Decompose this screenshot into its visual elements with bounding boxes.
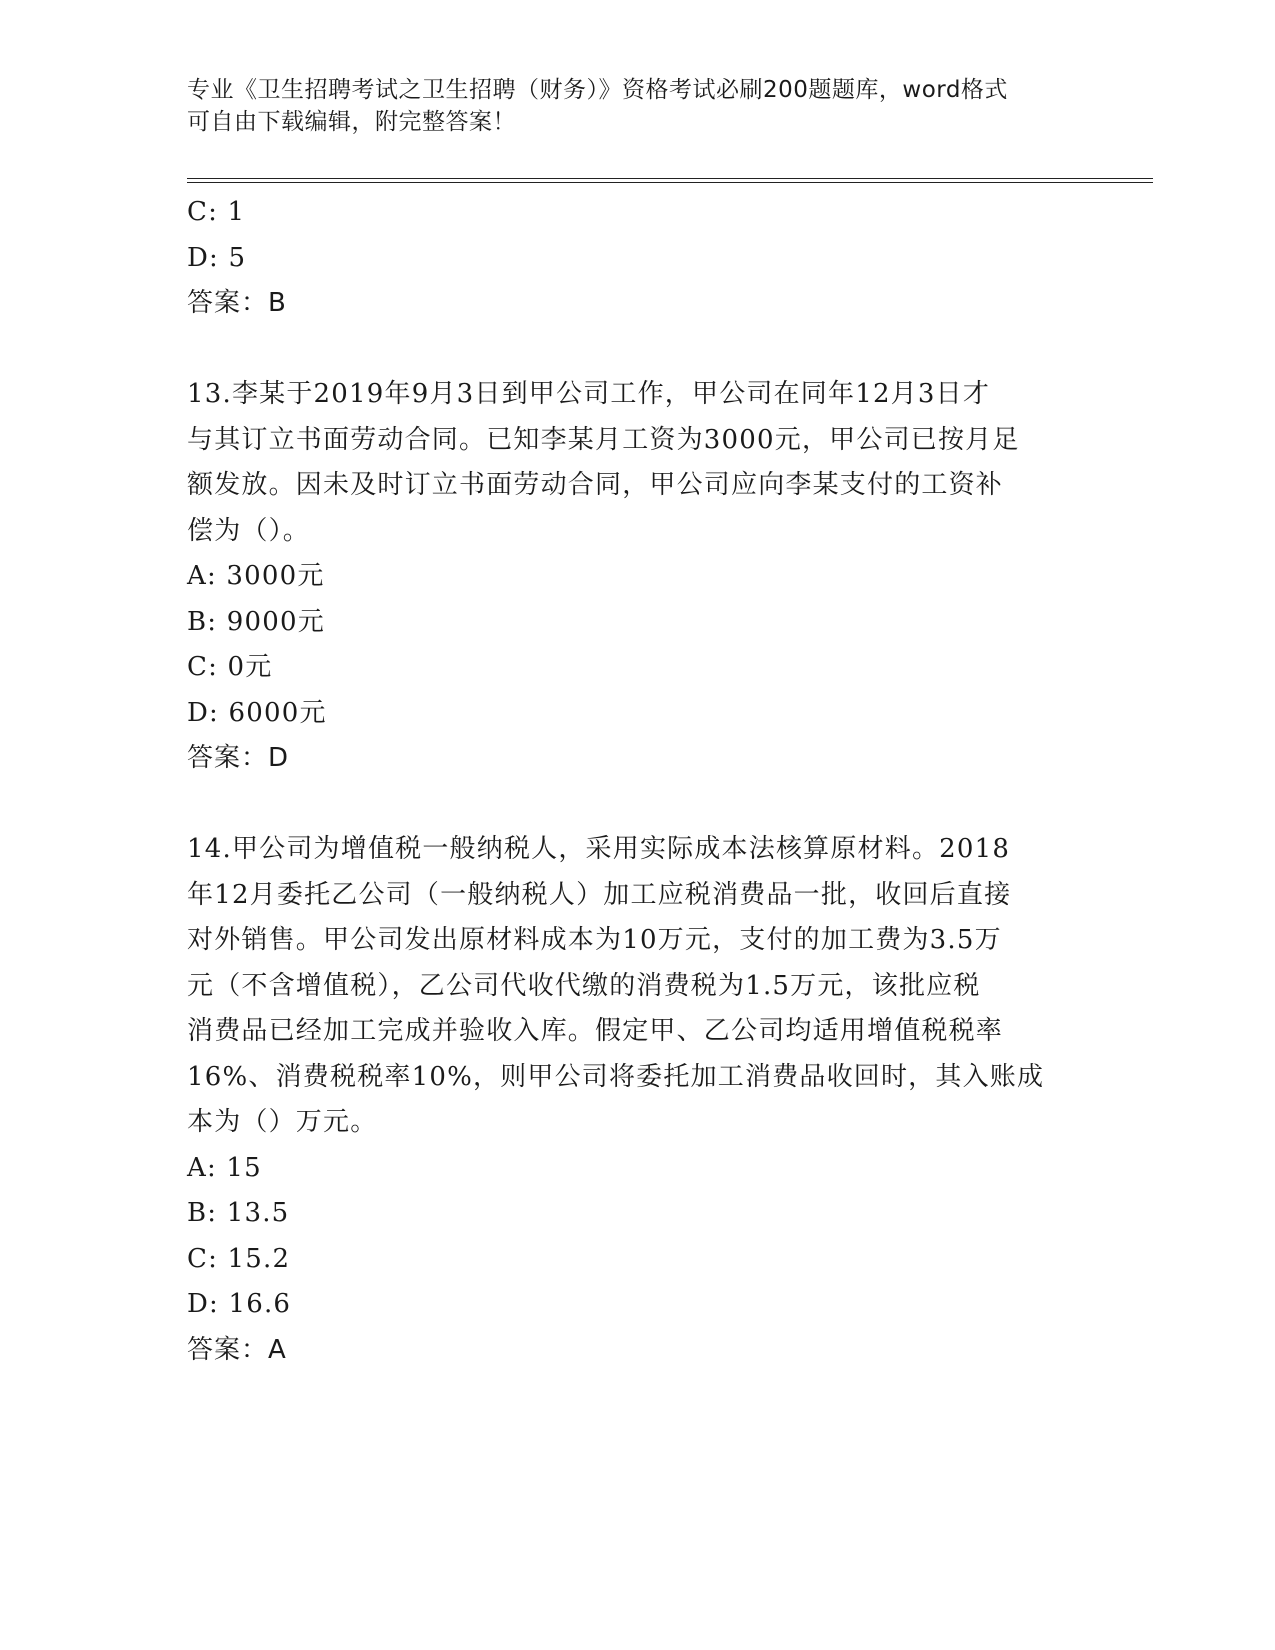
q14-stem-line-6: 16%、消费税税率10%，则甲公司将委托加工消费品收回时，其入账成 (187, 1061, 1045, 1092)
question-13 (187, 372, 1087, 782)
q14-stem-line-5: 消费品已经加工完成并验收入库。假定甲、乙公司均适用增值税税率 (187, 1016, 1004, 1046)
q14-stem-line-1: 14.甲公司为增值税一般纳税人，采用实际成本法核算原材料。2018 (187, 834, 1011, 864)
q14-stem-line-7: 本为（）万元。 (187, 1107, 378, 1137)
q14-option-b: B: 13.5 (187, 1198, 290, 1228)
q13-answer: 答案：D (187, 743, 290, 773)
prev-option-c: C: 1 (187, 197, 246, 227)
header-divider-bottom (187, 182, 1153, 183)
spacer (187, 782, 1087, 828)
q14-answer: 答案：A (187, 1334, 287, 1365)
spacer (187, 327, 1087, 373)
header-divider-top (187, 178, 1153, 179)
q13-stem-line-3: 额发放。因未及时订立书面劳动合同，甲公司应向李某支付的工资补 (187, 470, 1004, 500)
page-header (187, 74, 1087, 138)
q13-stem-line-4: 偿为（）。 (187, 515, 311, 546)
q14-stem-line-4: 元（不含增值税），乙公司代收代缴的消费税为1.5万元，该批应税 (187, 970, 981, 1001)
q13-option-d: D: 6000元 (187, 697, 327, 728)
q14-stem-line-3: 对外销售。甲公司发出原材料成本为10万元，支付的加工费为3.5万 (187, 925, 1002, 955)
header-line-2: 可自由下载编辑，附完整答案！ (187, 109, 516, 135)
q14-option-a: A: 15 (187, 1152, 262, 1183)
question-14 (187, 827, 1087, 1373)
prev-answer: 答案：B (187, 288, 287, 318)
document-body (187, 190, 1087, 1373)
q13-stem-line-2: 与其订立书面劳动合同。已知李某月工资为3000元，甲公司已按月足 (187, 424, 1020, 455)
q13-option-a: A: 3000元 (187, 561, 325, 591)
prev-option-d: D: 5 (187, 242, 247, 273)
q13-option-b: B: 9000元 (187, 606, 325, 637)
q14-option-d: D: 16.6 (187, 1289, 292, 1319)
q14-stem-line-2: 年12月委托乙公司（一般纳税人）加工应税消费品一批，收回后直接 (187, 879, 1012, 910)
q13-option-c: C: 0元 (187, 652, 273, 682)
q14-option-c: C: 15.2 (187, 1243, 291, 1274)
header-line-1: 专业《卫生招聘考试之卫生招聘（财务）》资格考试必刷200题题库，word格式 (187, 77, 1008, 103)
q13-stem-line-1: 13.李某于2019年9月3日到甲公司工作，甲公司在同年12月3日才 (187, 379, 991, 409)
